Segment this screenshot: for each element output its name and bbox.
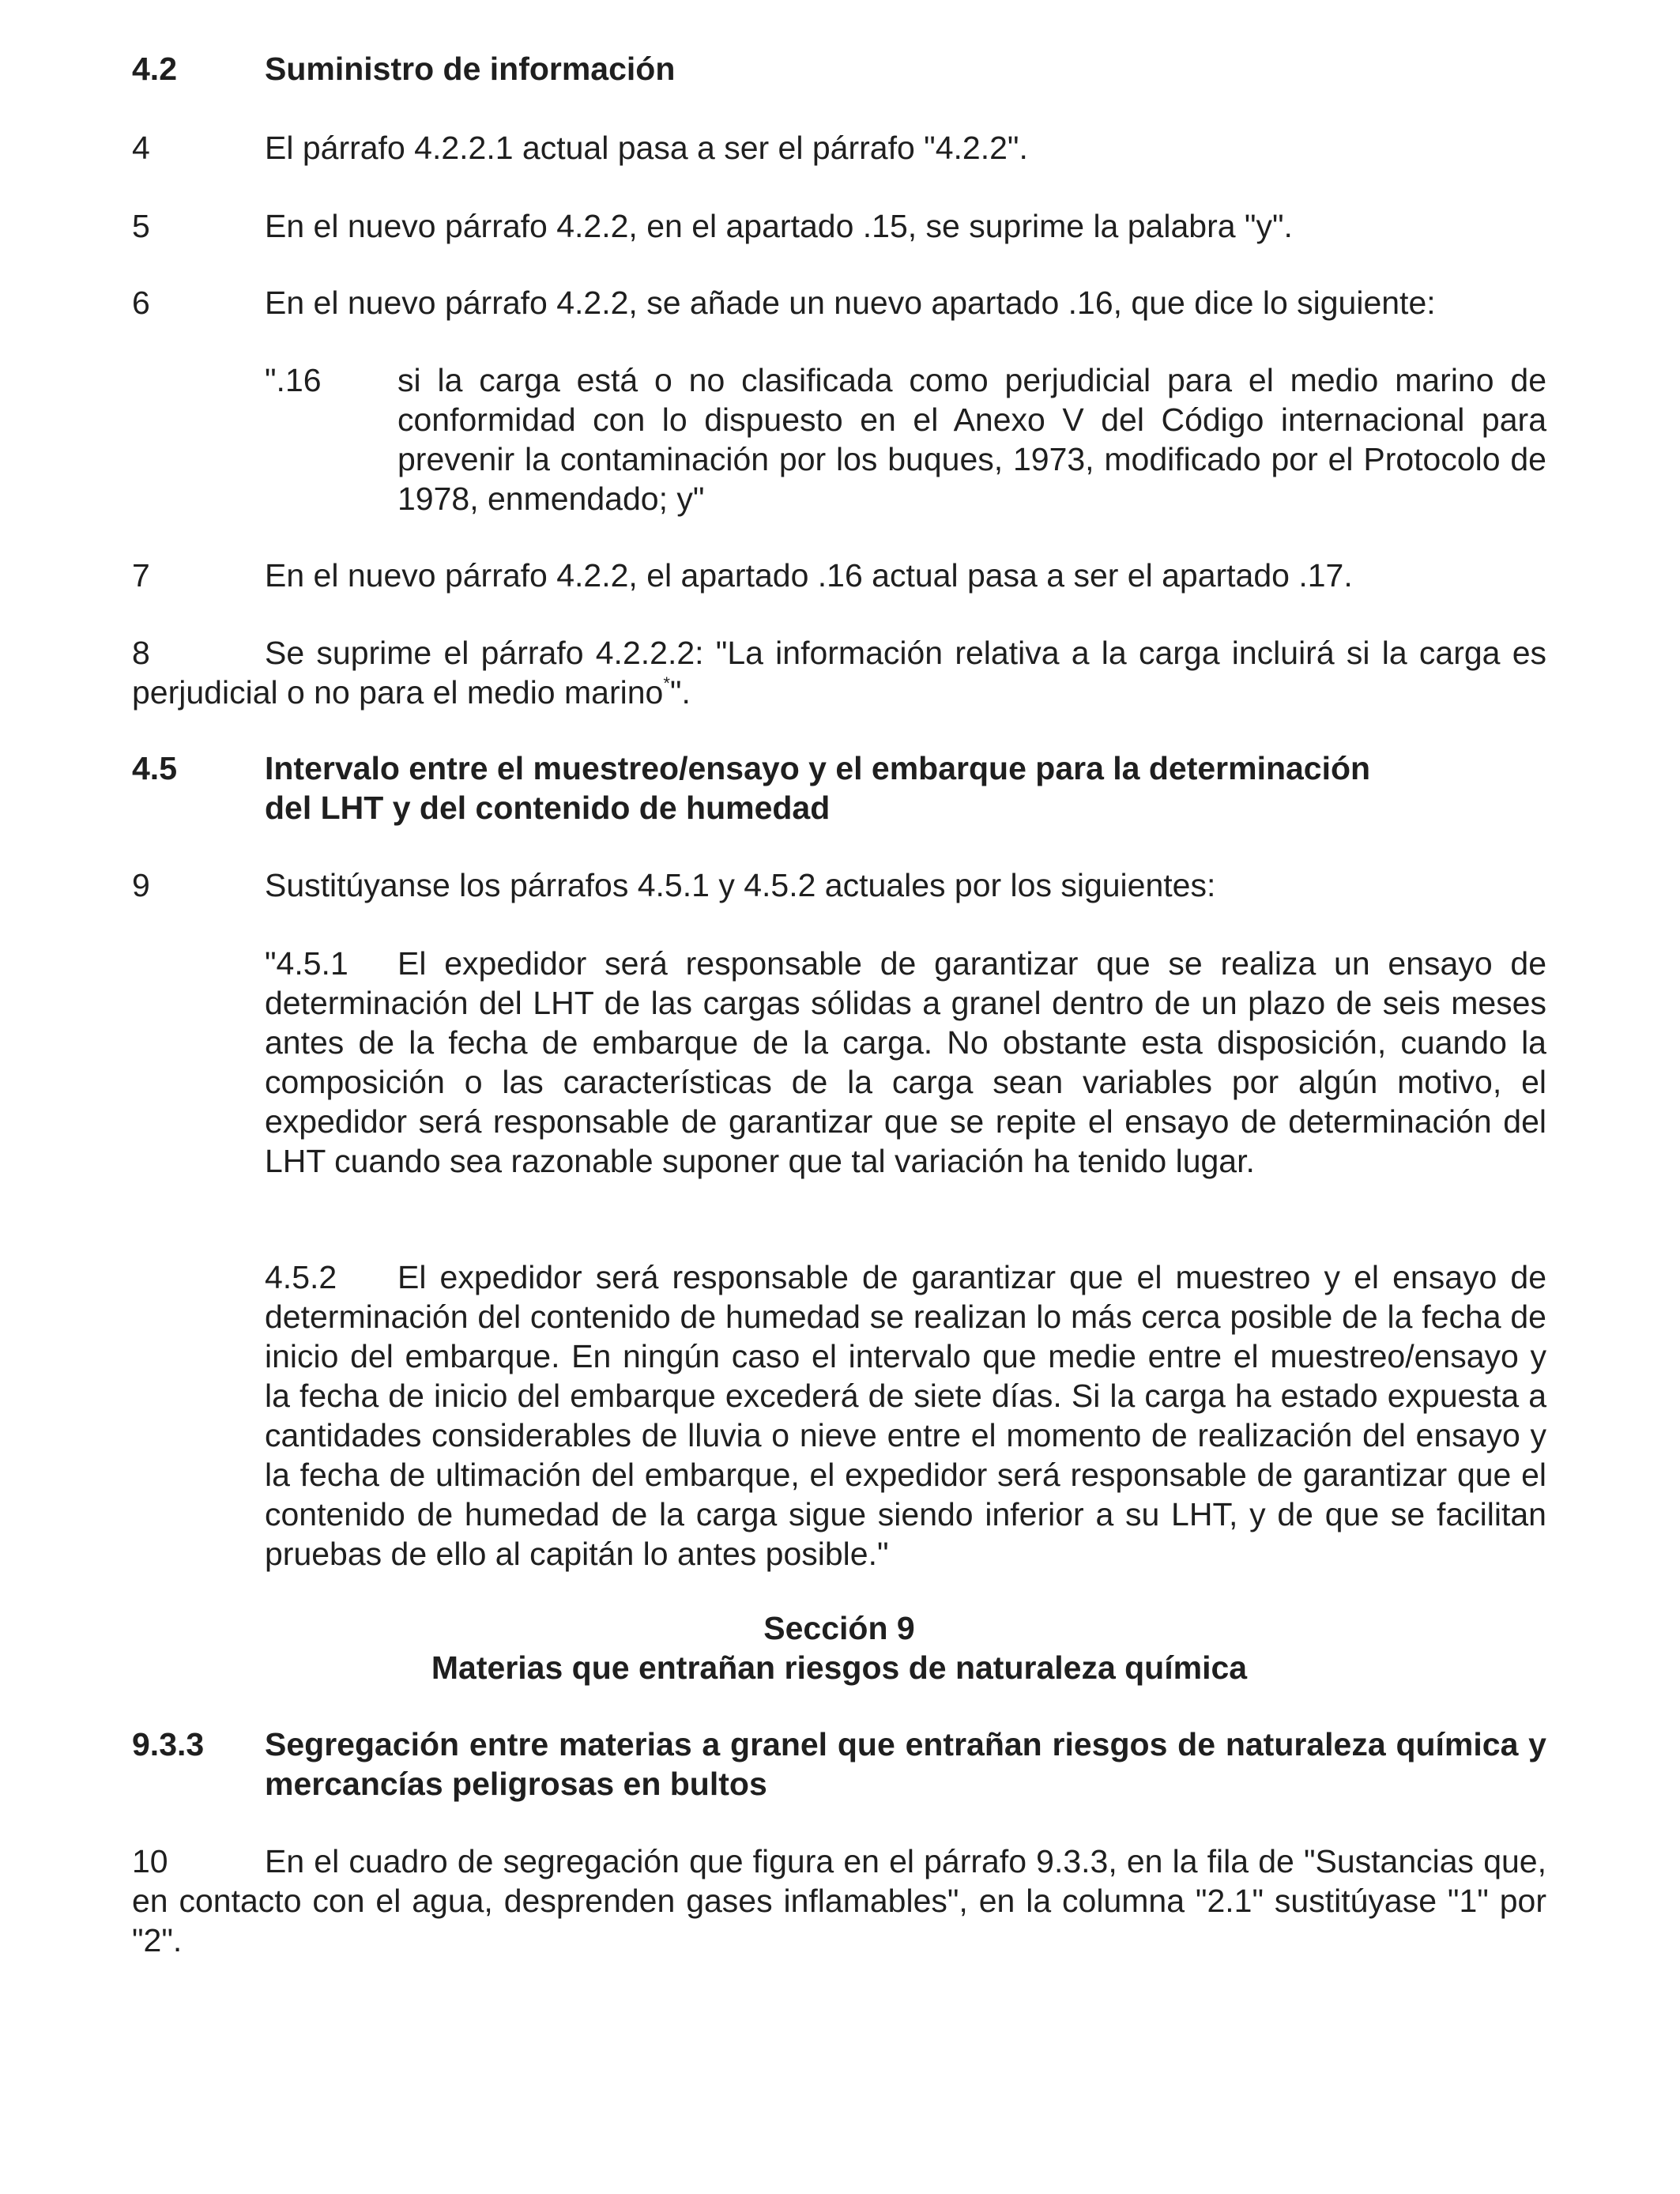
section-4-2-heading	[132, 49, 1546, 89]
paragraph-number: 5	[132, 208, 150, 244]
paragraph-number: 8	[132, 635, 150, 671]
paragraph-text-end: ".	[669, 674, 691, 711]
paragraph-5	[132, 206, 1546, 246]
paragraph-number: 10	[132, 1843, 168, 1879]
paragraph-text: En el nuevo párrafo 4.2.2, en el apartado .15, se suprime la palabra "y".	[265, 208, 1293, 244]
subparagraph-text: El expedidor será responsable de garantizar que el muestreo y el ensayo de determinación del contenido de humedad se realizan lo más cerca posible de la fecha de inicio del embarque. En ningún caso el intervalo que medie entre el muestreo/ensayo y la fecha de inicio del embarque excederá de siete días. Si la carga ha estado expuesta a cantidades considerables de lluvia o nieve entre el momento de realización del ensayo y la fecha de ultimación del embarque, el expedidor será responsable de garantizar que el contenido de humedad de la carga sigue siendo inferior a su LHT, y de que se facilitan pruebas de ello al capitán lo antes posible."	[265, 1259, 1546, 1572]
footnote-mark: *	[663, 673, 670, 693]
paragraph-8	[132, 633, 1546, 712]
section-number: 4.5	[132, 750, 177, 786]
quoted-paragraph-4-5-2	[265, 1257, 1546, 1574]
paragraph-10	[132, 1842, 1546, 1960]
subparagraph-number: "4.5.1	[265, 945, 348, 982]
section-title-line-1: Intervalo entre el muestreo/ensayo y el embarque para la determinación	[265, 750, 1371, 786]
section-9-3-3-heading	[132, 1725, 1546, 1804]
paragraph-number: 9	[132, 867, 150, 903]
section-9-subtitle: Materias que entrañan riesgos de naturaleza química	[431, 1649, 1248, 1686]
paragraph-text: En el nuevo párrafo 4.2.2, se añade un nuevo apartado .16, que dice lo siguiente:	[265, 285, 1436, 321]
paragraph-number: 6	[132, 285, 150, 321]
section-title-line-2: del LHT y del contenido de humedad	[265, 790, 831, 826]
section-title: Segregación entre materias a granel que entrañan riesgos de naturaleza química y mercancías peligrosas en bultos	[265, 1726, 1546, 1802]
paragraph-4	[132, 128, 1546, 168]
section-number: 9.3.3	[132, 1726, 205, 1762]
paragraph-text: Se suprime el párrafo 4.2.2.2: "La información relativa a la carga incluirá si la carga es perjudicial o no para el medio marino	[132, 635, 1546, 711]
paragraph-number: 4	[132, 130, 150, 166]
subparagraph-number: ".16	[265, 362, 322, 398]
paragraph-9	[132, 865, 1546, 905]
section-title: Suministro de información	[265, 51, 676, 87]
section-9-heading: Sección 9	[763, 1610, 915, 1646]
paragraph-number: 7	[132, 557, 150, 594]
paragraph-text: En el cuadro de segregación que figura en el párrafo 9.3.3, en la fila de "Sustancias que, en contacto con el agua, desprenden gases inflamables", en la columna "2.1" sustitúyase "1" por "2".	[132, 1843, 1546, 1958]
section-number: 4.2	[132, 51, 177, 87]
subparagraph-text: El expedidor será responsable de garantizar que se realiza un ensayo de determinación del LHT de las cargas sólidas a granel dentro de un plazo de seis meses antes de la fecha de embarque de la carga. No obstante esta disposición, cuando la composición o las características de la carga sean variables por algún motivo, el expedidor será responsable de garantizar que se repite el ensayo de determinación del LHT cuando sea razonable suponer que tal variación ha tenido lugar.	[265, 945, 1546, 1179]
subparagraph-text: si la carga está o no clasificada como perjudicial para el medio marino de conformidad con lo dispuesto en el Anexo V del Código internacional para prevenir la contaminación por los buques, 1973, modificado por el Protocolo de 1978, enmendado; y"	[397, 362, 1546, 517]
subparagraph-number: 4.5.2	[265, 1259, 337, 1295]
paragraph-text: Sustitúyanse los párrafos 4.5.1 y 4.5.2 actuales por los siguientes:	[265, 867, 1216, 903]
paragraph-6	[132, 283, 1546, 322]
quoted-paragraph-4-5-1	[265, 944, 1546, 1181]
quoted-subparagraph-16	[265, 360, 1546, 518]
section-title	[265, 748, 1546, 827]
paragraph-7	[132, 556, 1546, 595]
paragraph-text: En el nuevo párrafo 4.2.2, el apartado .16 actual pasa a ser el apartado .17.	[265, 557, 1353, 594]
paragraph-text: El párrafo 4.2.2.1 actual pasa a ser el párrafo "4.2.2".	[265, 130, 1028, 166]
section-4-5-heading	[132, 748, 1546, 827]
